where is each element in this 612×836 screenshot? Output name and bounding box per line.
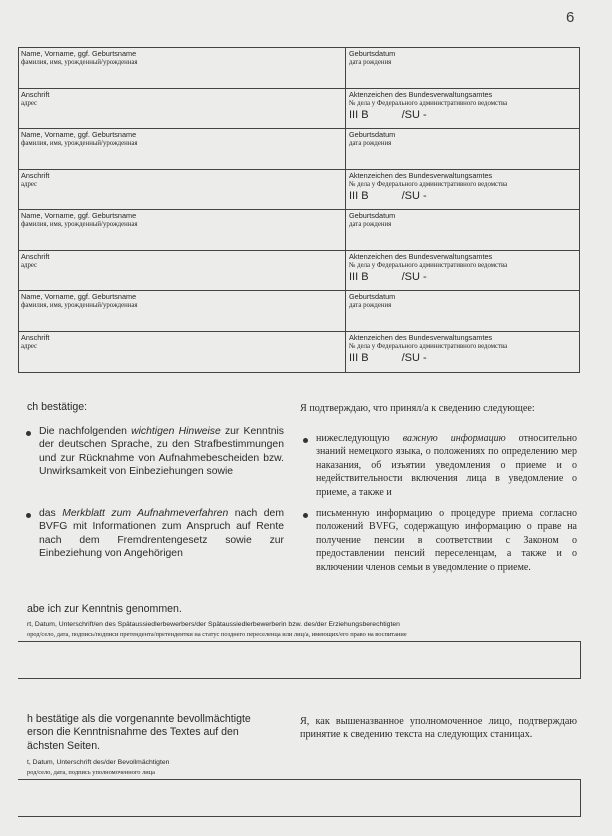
file-number-field[interactable]: [346, 89, 579, 128]
proxy-text-de: h bestätige als die vorgenannte bevollmächtigte erson die Kenntnisnahme des Textes auf den ächsten Seiten.: [27, 713, 251, 752]
name-label: Name, Vorname, ggf. Geburtsname: [21, 49, 137, 58]
address-label-ru: адрес: [21, 262, 38, 269]
proxy-signature-line: [18, 816, 581, 817]
notice-item-de-2: das Merkblatt zum Aufnahmeverfahren nach dem BVFG mit Informationen zum Anspruch auf Rente nach dem Fremdrentengesetz sowie zur Einbeziehung von Angehörigen: [39, 508, 284, 560]
proxy-signature-box[interactable]: [18, 779, 581, 817]
address-row: [19, 251, 579, 291]
file-number-value: III B /SU -: [349, 352, 427, 364]
birthdate-label: Geburtsdatum: [349, 130, 396, 139]
name-field[interactable]: [19, 210, 346, 250]
birthdate-label: Geburtsdatum: [349, 292, 396, 301]
file-number-label-ru: № дела у Федерального административного ведомства: [349, 181, 508, 188]
birthdate-label-ru: дата рождения: [349, 302, 392, 309]
birthdate-field[interactable]: [346, 210, 579, 250]
bullet-icon: [26, 431, 31, 436]
address-label-ru: адрес: [21, 181, 38, 188]
file-number-label-ru: № дела у Федерального административного ведомства: [349, 343, 508, 350]
notice-item-ru-1: нижеследующую важную информацию относительно знаний немецкого языка, о положениях по определению мер наказания, об изъятии уведомления о приеме и о недействительности включения лица в уведомление о приеме, а также и: [316, 433, 578, 498]
name-label-ru: фамилия, имя, урожденный/урожденная: [21, 221, 138, 228]
name-field[interactable]: [19, 48, 346, 88]
proxy-signature-label-de: t, Datum, Unterschrift des/der Bevollmächtigten: [27, 759, 170, 766]
name-label: Name, Vorname, ggf. Geburtsname: [21, 292, 137, 301]
address-field[interactable]: [19, 251, 346, 290]
file-number-label: Aktenzeichen des Bundesverwaltungsamtes: [349, 333, 493, 342]
name-label-ru: фамилия, имя, урожденный/урожденная: [21, 59, 138, 66]
confirm-heading-ru: Я подтверждаю, что принял/а к сведению следующее:: [300, 403, 535, 414]
name-row: [19, 210, 579, 251]
birthdate-label-ru: дата рождения: [349, 221, 392, 228]
name-label-ru: фамилия, имя, урожденный/урожденная: [21, 302, 138, 309]
signature-label-de: rt, Datum, Unterschrift/en des Spätaussiedlerbewerbers/der Spätaussiedlerbewerberin bzw. des/der Erziehungsberechtigten: [27, 621, 400, 628]
file-number-field[interactable]: [346, 332, 579, 372]
bullet-icon: [26, 513, 31, 518]
applicant-table: [18, 47, 580, 373]
confirm-heading-de: ch bestätige:: [27, 401, 88, 413]
name-label: Name, Vorname, ggf. Geburtsname: [21, 130, 137, 139]
name-label-ru: фамилия, имя, урожденный/урожденная: [21, 140, 138, 147]
file-number-field[interactable]: [346, 251, 579, 290]
notice-item-de-1: Die nachfolgenden wichtigen Hinweise zur Kenntnis der deutschen Sprache, zu den Strafbestimmungen und zur Rücknahme von Aufnahmebescheiden bzw. Unwirksamkeit von Einbeziehungen sowie: [39, 426, 284, 478]
address-label: Anschrift: [21, 90, 50, 99]
file-number-value: III B /SU -: [349, 190, 427, 202]
page-number: 6: [566, 9, 575, 26]
signature-label-ru: ород/село, дата, подпись/подписи претендента/претендентки на статус позднего переселенца или лиц/а, имеющих/его право на воспитание: [27, 631, 407, 638]
file-number-value: III B /SU -: [349, 271, 427, 283]
bullet-icon: [303, 513, 308, 518]
notice-item-ru-2: письменную информацию о процедуре приема согласно положений BVFG, содержащую информацию о праве на получение пенсии в соответствии с Законом о предоставлении пенсий переселенцам, а также и о включении членов семьи в уведомление о приеме.: [316, 508, 577, 573]
file-number-label-ru: № дела у Федерального административного ведомства: [349, 262, 508, 269]
file-number-label: Aktenzeichen des Bundesverwaltungsamtes: [349, 171, 493, 180]
birthdate-field[interactable]: [346, 129, 579, 169]
address-field[interactable]: [19, 89, 346, 128]
name-row: [19, 291, 579, 332]
birthdate-label-ru: дата рождения: [349, 140, 392, 147]
name-row: [19, 48, 579, 89]
bullet-icon: [303, 438, 308, 443]
address-row: [19, 89, 579, 129]
name-row: [19, 129, 579, 170]
name-field[interactable]: [19, 291, 346, 331]
address-label: Anschrift: [21, 171, 50, 180]
birthdate-label-ru: дата рождения: [349, 59, 392, 66]
name-field[interactable]: [19, 129, 346, 169]
file-number-label-ru: № дела у Федерального административного ведомства: [349, 100, 508, 107]
applicant-signature-box[interactable]: [18, 641, 581, 679]
proxy-signature-label-ru: род/село, дата, подпись уполномоченного лица: [27, 769, 155, 776]
address-row: [19, 170, 579, 210]
birthdate-field[interactable]: [346, 48, 579, 88]
file-number-field[interactable]: [346, 170, 579, 209]
address-field[interactable]: [19, 170, 346, 209]
address-label-ru: адрес: [21, 343, 38, 350]
address-label: Anschrift: [21, 333, 50, 342]
name-label: Name, Vorname, ggf. Geburtsname: [21, 211, 137, 220]
file-number-label: Aktenzeichen des Bundesverwaltungsamtes: [349, 90, 493, 99]
address-label-ru: адрес: [21, 100, 38, 107]
file-number-value: III B /SU -: [349, 109, 427, 121]
birthdate-field[interactable]: [346, 291, 579, 331]
proxy-text-ru: Я, как вышеназванное уполномоченное лицо, подтверждаю принятие к сведению текста на следующих станицах.: [300, 716, 577, 741]
birthdate-label: Geburtsdatum: [349, 211, 396, 220]
address-row: [19, 332, 579, 372]
address-label: Anschrift: [21, 252, 50, 261]
closing-de: abe ich zur Kenntnis genommen.: [27, 603, 182, 615]
file-number-label: Aktenzeichen des Bundesverwaltungsamtes: [349, 252, 493, 261]
birthdate-label: Geburtsdatum: [349, 49, 396, 58]
address-field[interactable]: [19, 332, 346, 372]
